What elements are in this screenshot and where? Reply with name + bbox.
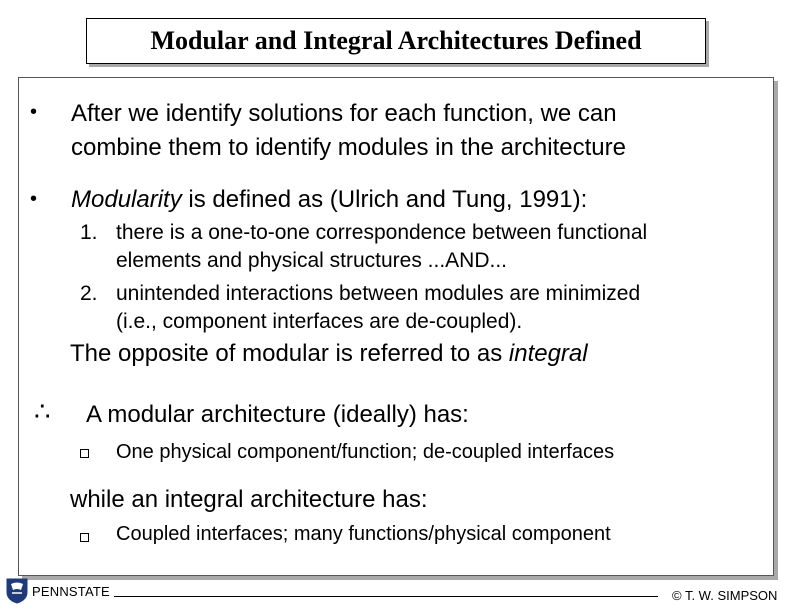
numbered-1-num: 1.	[80, 221, 98, 244]
modular-item: One physical component/function; de-coupled interfaces	[116, 441, 615, 463]
therefore-symbol: ∴	[34, 397, 51, 427]
modular-has: A modular architecture (ideally) has:	[86, 401, 469, 428]
opposite-text	[70, 336, 588, 372]
integral-has: while an integral architecture has:	[70, 486, 428, 513]
integral-term: integral	[508, 340, 588, 367]
bullet2-rest: is defined as (Ulrich and Tung, 1991):	[181, 186, 588, 213]
title-box	[86, 18, 706, 64]
checkbox-bullet-icon	[80, 449, 89, 458]
shield-icon	[6, 578, 28, 604]
slide-title: Modular and Integral Architectures Defined	[150, 26, 642, 55]
numbered-2-num: 2.	[80, 282, 98, 305]
bullet-dot: •	[30, 101, 38, 123]
bullet2-text	[71, 182, 587, 218]
numbered-1-line2: elements and physical structures ...AND...	[116, 249, 507, 272]
bullet-dot: •	[30, 188, 38, 210]
bullet1-line2: combine them to identify modules in the architecture	[71, 134, 626, 161]
numbered-1-line1: there is a one-to-one correspondence between functional	[116, 221, 648, 244]
numbered-2-line1: unintended interactions between modules are minimized	[116, 282, 641, 305]
numbered-2-line2: (i.e., component interfaces are de-coupled).	[116, 310, 523, 333]
opposite-lead: The opposite of modular is referred to as	[70, 340, 509, 367]
bullet1-line1: After we identify solutions for each function, we can	[71, 100, 617, 127]
footer-divider	[114, 596, 658, 597]
pennstate-text: PENNSTATE	[32, 583, 110, 599]
copyright: © T. W. SIMPSON	[672, 588, 778, 603]
pennstate-logo	[6, 578, 110, 604]
modularity-term: Modularity	[71, 186, 182, 213]
checkbox-bullet-icon	[80, 533, 89, 542]
integral-item: Coupled interfaces; many functions/physical component	[116, 523, 611, 545]
